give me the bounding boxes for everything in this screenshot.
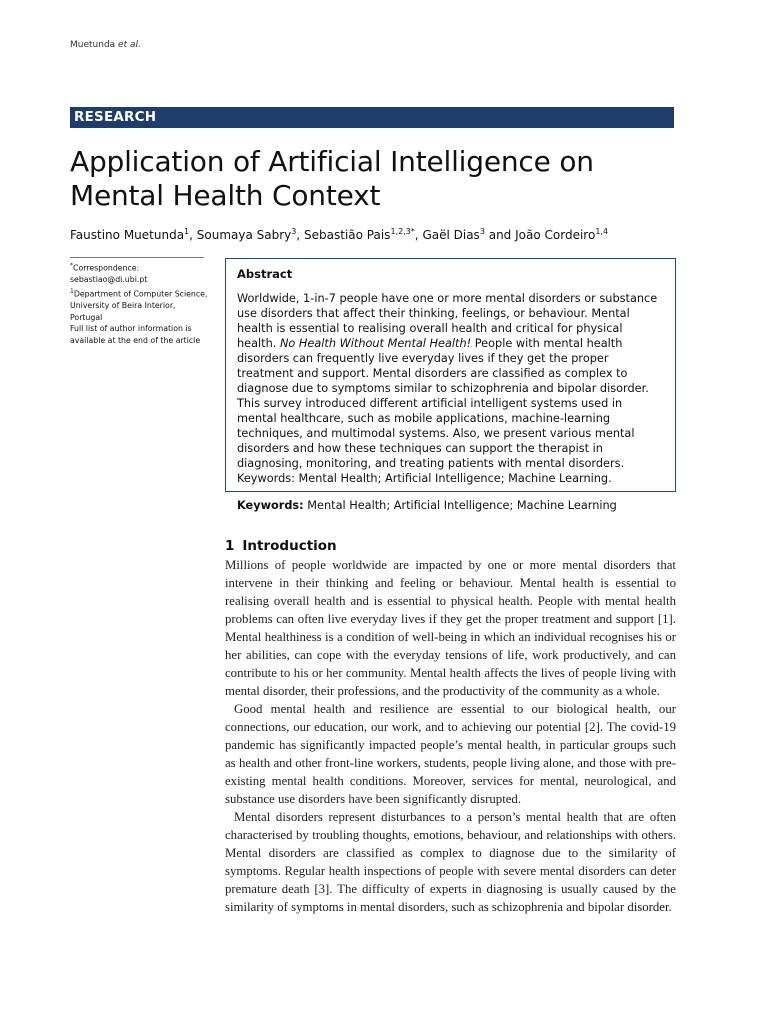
abstract-text-italic: No Health Without Mental Health!: [279, 337, 472, 350]
paragraph: Good mental health and resilience are essential to our biological health, our connections, our education, our work, and to achieving our potential [2]. The covid-19 pandemic has significantly impacted people’s mental health, in particular groups such as health and other front-line workers, students, people living alone, and those with pre-existing mental health conditions. Moreover, services for mental, neurological, and substance use disorders have been significantly disrupted.: [225, 702, 676, 806]
author-affiliation: 1,2,3*: [390, 227, 415, 236]
paragraph: Millions of people worldwide are impacted by one or more mental disorders that intervene in their thinking and feeling or behaviour. Mental health is essential to realising overall health and is essential to physical health. People with mental health problems can often live everyday lives if they get the proper treatment and support [1]. Mental healthiness is a condition of well-being in which an individual recognises his or her abilities, can cope with the everyday tensions of life, work productively, and can contribute to his or her community. Mental health affects the lives of people living with mental disorder, their professions, and the productivity of the community as a whole.: [225, 558, 676, 698]
author-affiliation: 3: [479, 227, 485, 236]
keywords-label: Keywords:: [237, 499, 304, 512]
author-name: Faustino Muetunda: [70, 228, 185, 242]
affiliation-mark: 1: [70, 287, 74, 295]
running-head: [70, 40, 141, 50]
section-number: 1: [225, 538, 235, 554]
abstract-text-part: People with mental health disorders can frequently live everyday lives if they get the proper treatment and support. Mental disorders are classified as complex to diagnose due to symptoms similar to schizophrenia and bipolar disorder. This survey introduced different artificial intelligent systems used in mental healthcare, such as mobile applications, machine-learning techniques, and multimodal systems. Also, we present various mental disorders and how these techniques can support the therapist in diagnosing, monitoring, and treating patients with mental disorders. Keywords: Mental Health; Artificial Intelligence; Machine Learning.: [237, 337, 649, 485]
correspondence-note: [70, 260, 208, 274]
running-head-etal: et al.: [118, 40, 141, 50]
section-title: Introduction: [242, 538, 337, 554]
section-banner: [70, 107, 674, 128]
author-name: Sebastião Pais: [304, 228, 391, 242]
author-separator: and: [484, 228, 516, 242]
keywords-text: Mental Health; Artificial Intelligence; Machine Learning: [307, 499, 617, 512]
author-name: João Cordeiro: [515, 228, 596, 242]
author-separator: ,: [189, 228, 197, 242]
author-name: Gaël Dias: [422, 228, 480, 242]
paper-title: Application of Artificial Intelligence on Mental Health Context: [70, 145, 594, 212]
affiliation-text: Department of Computer Science, University of Beira Interior, Portugal: [70, 289, 208, 322]
author-list: [70, 227, 674, 242]
sidenote-divider: [70, 257, 204, 258]
abstract-heading: Abstract: [237, 267, 293, 281]
section-heading-introduction: [225, 538, 337, 554]
section-label: RESEARCH: [74, 109, 157, 125]
author-info-note: Full list of author information is available at the end of the article: [70, 324, 201, 345]
abstract-box: [225, 258, 676, 512]
correspondence-mark: *: [70, 262, 73, 269]
correspondence-label: Correspondence:: [73, 263, 140, 273]
author-name: Soumaya Sabry: [196, 228, 292, 242]
introduction-body: [225, 556, 676, 916]
running-head-authors: Muetunda: [70, 40, 116, 50]
keywords-line: [237, 498, 664, 513]
author-affiliation: 1: [184, 227, 190, 236]
author-affiliation: 1,4: [595, 227, 609, 236]
affiliation-note: [70, 286, 208, 323]
abstract-text: [237, 291, 664, 486]
sidenotes: [70, 260, 208, 346]
paragraph: Mental disorders represent disturbances to a person’s mental health that are often characterised by troubling thoughts, emotions, behaviour, and relationships with others. Mental disorders are classified as complex to diagnose due to the similarity of symptoms. Regular health inspections of people with severe mental disorders can deter premature death [3]. The difficulty of experts in diagnosing is usually caused by the similarity of symptoms in mental disorders, such as schizophrenia and bipolar disorder.: [225, 810, 676, 914]
author-separator: ,: [296, 228, 305, 242]
author-separator: ,: [414, 228, 423, 242]
abstract-text-part: Worldwide, 1-in-7 people have one or more mental disorders or substance use disorders that affect their thinking, feelings, or behaviour. Mental health is essential to realising overall health and critical for physical health.: [237, 292, 658, 350]
author-affiliation: 3: [291, 227, 297, 236]
correspondence-email: sebastiao@di.ubi.pt: [70, 275, 148, 285]
